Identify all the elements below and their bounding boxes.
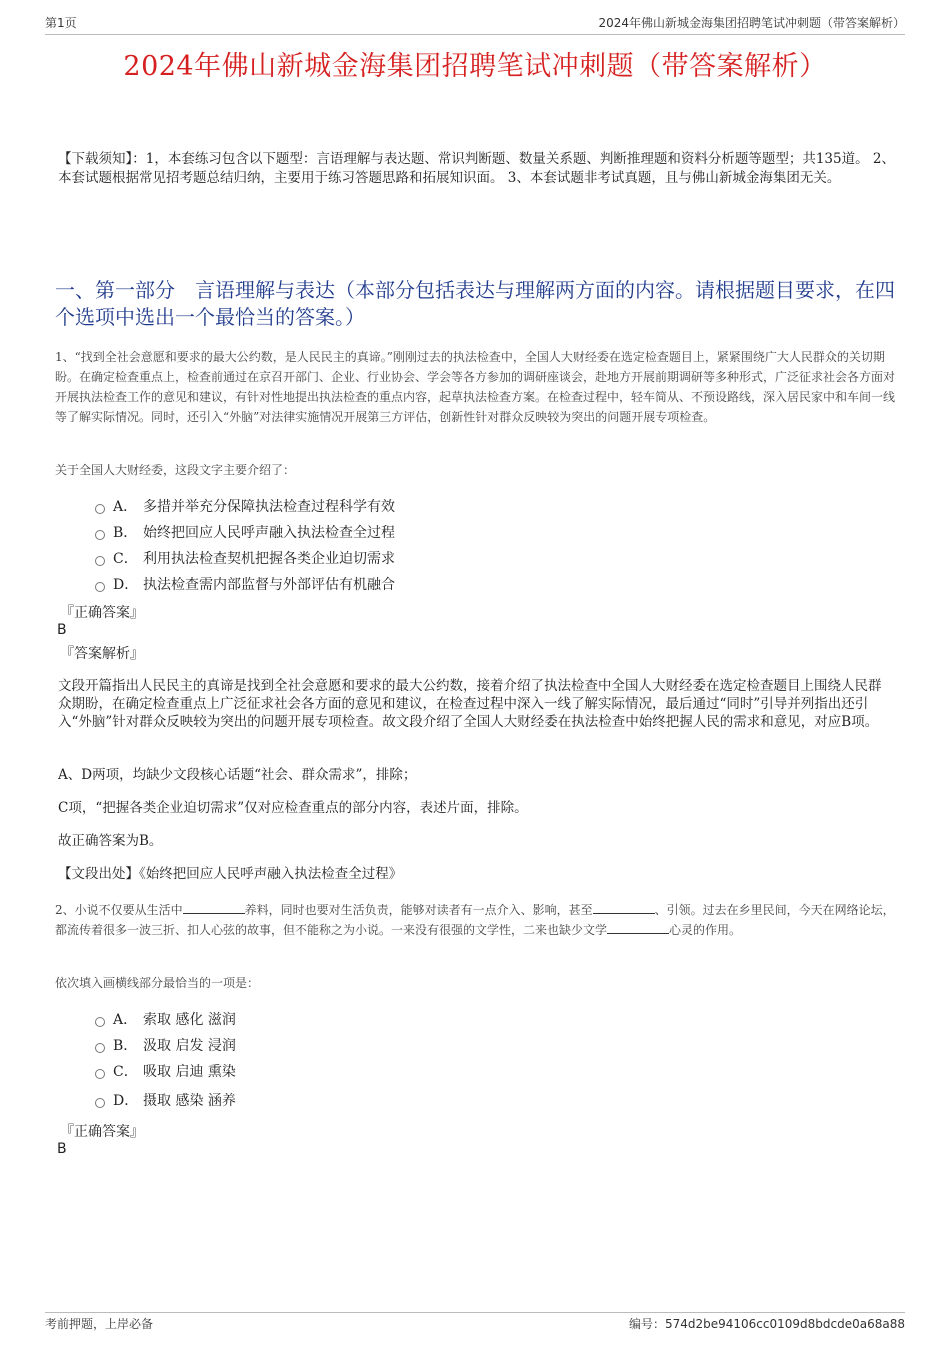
q1-analysis-paragraph: A、D两项，均缺少文段核心话题“社会、群众需求”，排除；	[58, 767, 417, 783]
q1-option-d[interactable]: D． 执法检查需内部监督与外部评估有机融合	[95, 571, 395, 597]
fill-blank[interactable]	[183, 901, 245, 914]
footer-serial: 编号：574d2be94106cc0109d8bdcde0a68a88	[628, 1317, 905, 1331]
radio-icon[interactable]	[95, 582, 105, 592]
q1-option-a[interactable]: A． 多措并举充分保障执法检查过程科学有效	[95, 493, 395, 519]
document-title: 2024年佛山新城金海集团招聘笔试冲刺题（带答案解析）	[123, 51, 827, 82]
download-notice: 【下载须知】：1，本套练习包含以下题型：言语理解与表达题、常识判断题、数量关系题、判断推理题和资料分析题等题型；共135道。 2、本套试题根据常见招考题总结归纳，主要用于练习答题思路和拓展知识面。 3、本套试题非考试真题，且与佛山新城金海集团无关。	[58, 151, 895, 186]
q1-option-c[interactable]: C． 利用执法检查契机把握各类企业迫切需求	[95, 545, 395, 571]
footer-slogan: 考前押题，上岸必备	[45, 1317, 154, 1331]
question-2-prompt: 依次填入画横线部分最恰当的一项是：	[55, 976, 260, 990]
q1-source: 【文段出处】《始终把回应人民呼声融入执法检查全过程》	[58, 866, 403, 882]
q1-analysis-paragraph: 文段开篇指出人民民主的真谛是找到全社会意愿和要求的最大公约数，接着介绍了执法检查中全国人大财经委在选定检查题目上围绕人民群众期盼，在确定检查重点上广泛征求社会各方面的意见和建议，在检查过程中深入一线了解实际情况，最后通过“同时”引导并列指出还引入“外脑”针对群众反映较为突出的问题开展专项检查。故文段介绍了全国人大财经委在执法检查中始终把握人民的需求和意见，对应B项。	[58, 678, 882, 730]
q1-answer: B	[57, 622, 67, 638]
q2-answer-label: 『正确答案』	[60, 1124, 144, 1140]
question-1-options	[95, 493, 395, 597]
page-header	[45, 14, 905, 35]
q1-analysis-paragraph: C项，“把握各类企业迫切需求”仅对应检查重点的部分内容，表述片面，排除。	[58, 800, 528, 816]
page-number: 第1页	[45, 16, 77, 30]
question-2-text: 2、小说不仅要从生活中 养料，同时也要对生活负责，能够对读者有一点介入、影响，甚至 、引领。过去在乡里民间，今天在网络论坛，都流传着很多一波三折、扣人心弦的故事，但不能称之为小说。一来没有很强的文学性，二来也缺少文学 心灵的作用。	[55, 903, 895, 937]
q2-option-d[interactable]: D． 摄取 感染 涵养	[95, 1084, 236, 1116]
question-1-text: 1、“找到全社会意愿和要求的最大公约数，是人民民主的真谛。”刚刚过去的执法检查中，全国人大财经委在选定检查题目上，紧紧围绕广大人民群众的关切期盼。在确定检查重点上，检查前通过在京召开部门、企业、行业协会、学会等各方参加的调研座谈会，赴地方开展前期调研等多种形式，广泛征求社会各方面对开展执法检查工作的意见和建议，有针对性地提出执法检查的重点内容，起草执法检查方案。在检查过程中，轻车简从、不预设路线，深入居民家中和车间一线等了解实际情况。同时，还引入“外脑”对法律实施情况开展第三方评估，创新性针对群众反映较为突出的问题开展专项检查。	[55, 350, 896, 424]
q2-option-b[interactable]: B． 汲取 启发 浸润	[95, 1032, 236, 1058]
q1-analysis-label: 『答案解析』	[60, 646, 144, 662]
radio-icon[interactable]	[95, 1017, 105, 1027]
q2-option-c[interactable]: C． 吸取 启迪 熏染	[95, 1058, 236, 1084]
q1-option-b[interactable]: B． 始终把回应人民呼声融入执法检查全过程	[95, 519, 395, 545]
radio-icon[interactable]	[95, 1043, 105, 1053]
radio-icon[interactable]	[95, 530, 105, 540]
q1-analysis-paragraph: 故正确答案为B。	[58, 833, 163, 849]
q2-answer: B	[57, 1141, 67, 1157]
fill-blank[interactable]	[593, 901, 655, 914]
section-title: 一、第一部分 言语理解与表达（本部分包括表达与理解两方面的内容。请根据题目要求，在四个选项中选出一个最恰当的答案。）	[55, 278, 895, 329]
q2-option-a[interactable]: A． 索取 感化 滋润	[95, 1006, 236, 1032]
question-1-prompt: 关于全国人大财经委，这段文字主要介绍了：	[55, 463, 296, 477]
radio-icon[interactable]	[95, 1098, 105, 1108]
question-2-options	[95, 1006, 236, 1116]
radio-icon[interactable]	[95, 556, 105, 566]
q1-answer-label: 『正确答案』	[60, 605, 144, 621]
fill-blank[interactable]	[607, 921, 669, 934]
radio-icon[interactable]	[95, 1069, 105, 1079]
radio-icon[interactable]	[95, 504, 105, 514]
page-footer	[45, 1312, 905, 1332]
header-doc-title: 2024年佛山新城金海集团招聘笔试冲刺题（带答案解析）	[598, 16, 905, 30]
